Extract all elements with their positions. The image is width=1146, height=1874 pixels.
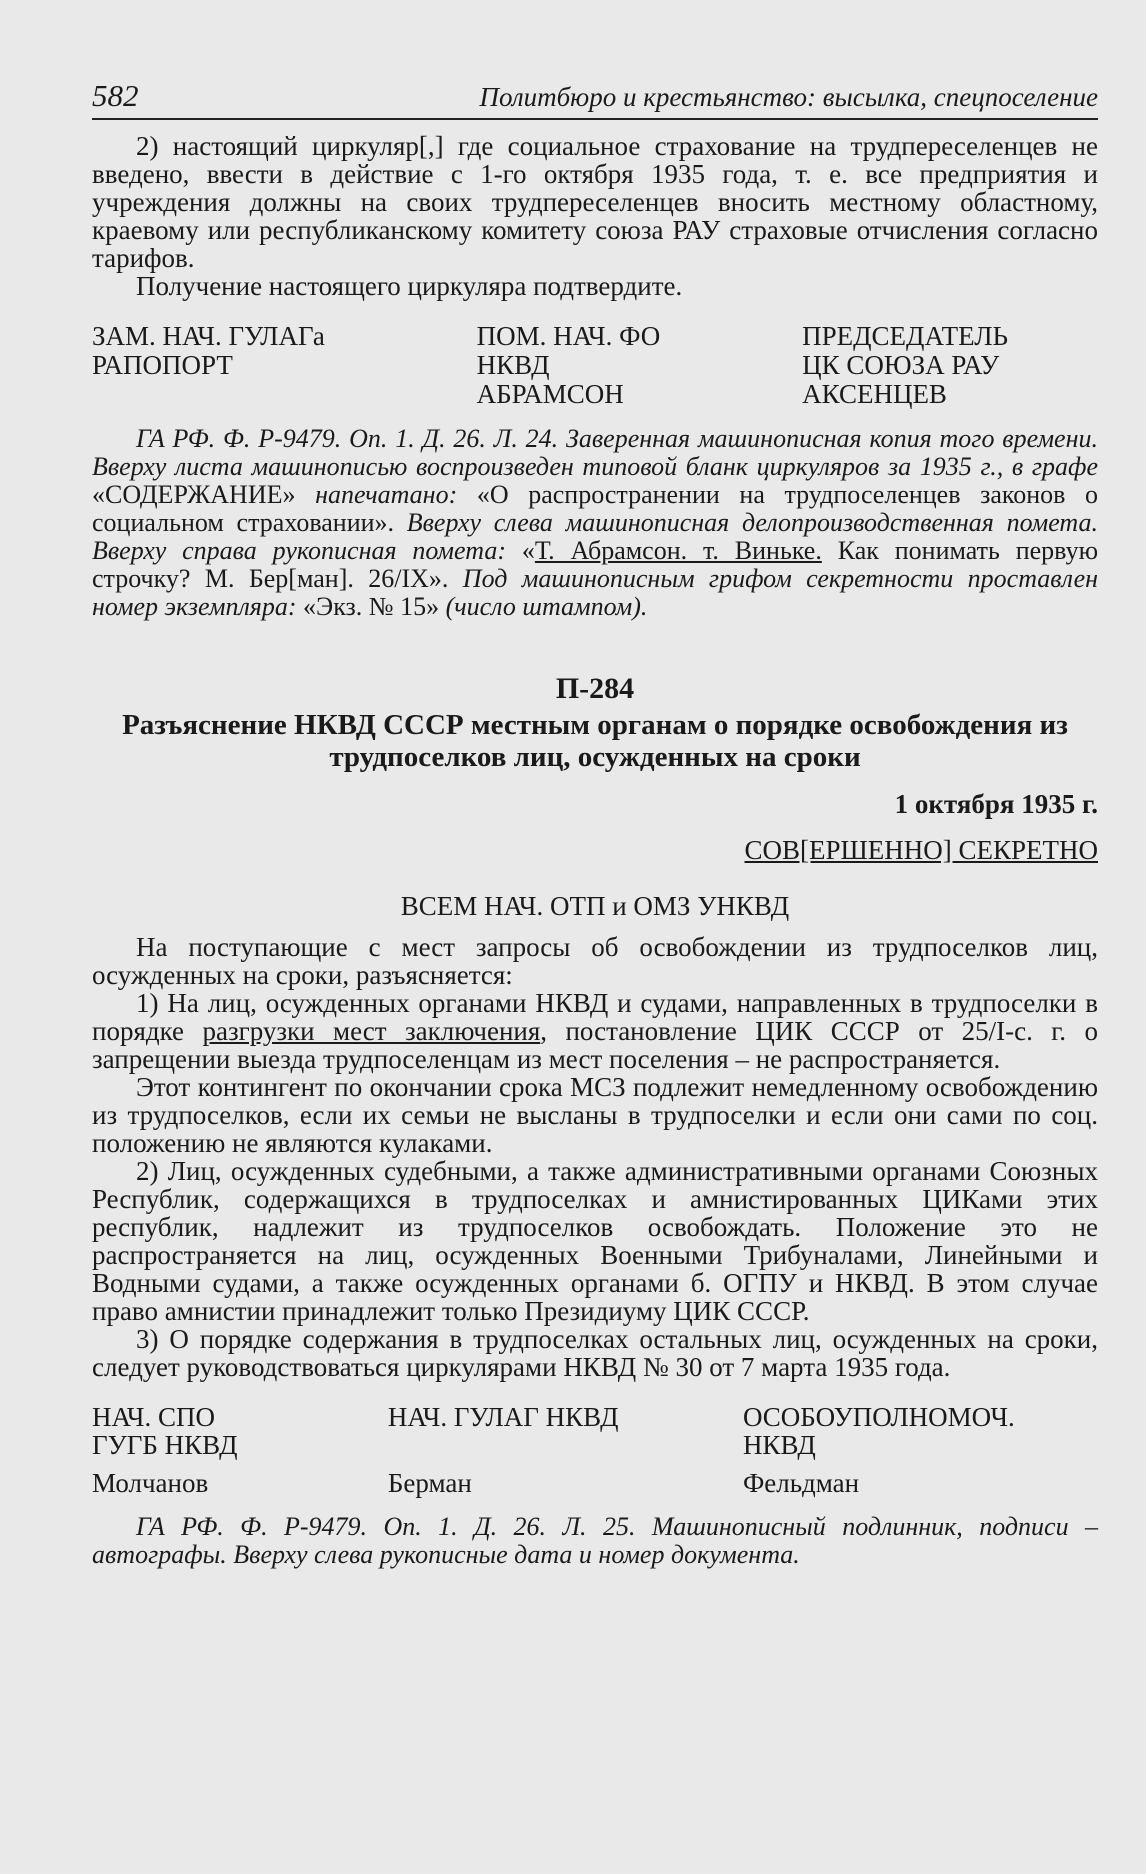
prev-doc-paragraph-1: 2) настоящий циркуляр[,] где социальное страхование на трудпереселенцев не введено, ввести в действие с 1-го октября 1935 года, т. е. все предприятия и учреждения должны на своих трудпереселенцев вносить местному областному, краевому или республиканскому комитету союза РАУ страховые отчисления согласно тарифов. <box>92 131 1098 273</box>
document-signatures <box>92 1403 1098 1497</box>
document-title: Разъяснение НКВД СССР местным органам о порядке освобождения из трудпоселков лиц, осужденных на сроки <box>122 709 1068 773</box>
signature-spo: НАЧ. СПО ГУГБ НКВД Молчанов <box>92 1402 238 1498</box>
signature-fo: ПОМ. НАЧ. ФО НКВД АБРАМСОН <box>476 321 661 409</box>
document-number: П-284 <box>555 672 635 705</box>
prev-doc-archive-note: ГА РФ. Ф. Р-9479. Оп. 1. Д. 26. Л. 24. Заверенная машинописная копия того времени. Вверху листа машинописью воспроизведен типовой бланк циркуляров за 1935 г., в графе «СОДЕРЖАНИЕ» напечатано: «О распространении на трудпоселенцев законов о социальном страховании». Вверху слева машинописная делопроизводственная помета. Вверху справа рукописная помета: «Т. Абрамсон. т. Виньке. Как понимать первую строчку? М. Бер[ман]. 26/IX». Под машинописным грифом секретности проставлен номер экземпляра: «Экз. № 15» (число штампом). <box>92 424 1099 621</box>
addressee: ВСЕМ НАЧ. ОТП и ОМЗ УНКВД <box>400 891 790 921</box>
signature-osoboupolnomoch: ОСОБОУПОЛНОМОЧ. НКВД Фельдман <box>742 1402 1015 1498</box>
body-paragraph-3: Этот контингент по окончании срока МСЗ подлежит немедленному освобождению из трудпоселков, если их семьи не высланы в трудпоселки и если они сами по соц. положению не являются кулаками. <box>92 1072 1098 1158</box>
page-number: 582 <box>92 78 139 113</box>
body-paragraph-1: На поступающие с мест запросы об освобождении из трудпоселков лиц, осужденных на сроки, разъясняется: <box>92 932 1098 990</box>
document-date: 1 октября 1935 г. <box>894 789 1098 819</box>
body-paragraph-5: 3) О порядке содержания в трудпоселках остальных лиц, осужденных на сроки, следует руководствоваться циркулярами НКВД № 30 от 7 марта 1935 года. <box>92 1324 1098 1382</box>
secrecy-mark: СОВ[ЕРШЕННО] СЕКРЕТНО <box>744 835 1098 865</box>
prev-doc-paragraph-2: Получение настоящего циркуляра подтвердите. <box>136 271 683 301</box>
prev-doc-signatures <box>92 322 1098 409</box>
signature-gulag-nkvd: НАЧ. ГУЛАГ НКВД Берман <box>387 1402 619 1498</box>
running-title: Политбюро и крестьянство: высылка, спецпоселение <box>479 82 1098 112</box>
body-paragraph-4: 2) Лиц, осужденных судебными, а также административными органами Союзных Республик, содержащихся в трудпоселках и амнистированных ЦИКами этих республик, надлежит из трудпоселков освобождать. Положение это не распространяется на лиц, осужденных Военными Трибуналами, Линейными и Водными судами, а также осужденных органами б. ОГПУ и НКВД. В этом случае право амнистии принадлежит только Президиуму ЦИК СССР. <box>92 1156 1098 1326</box>
signature-rau: ПРЕДСЕДАТЕЛЬ ЦК СОЮЗА РАУ АКСЕНЦЕВ <box>802 321 1009 409</box>
body-paragraph-2: 1) На лиц, осужденных органами НКВД и судами, направленных в трудпоселки в порядке разгрузки мест заключения, постановление ЦИК СССР от 25/I-с. г. о запрещении выезда трудпоселенцам из мест поселения – не распространяется. <box>92 988 1098 1074</box>
signature-gulag: ЗАМ. НАЧ. ГУЛАГа РАПОПОРТ <box>92 321 325 380</box>
document-archive-note: ГА РФ. Ф. Р-9479. Оп. 1. Д. 26. Л. 25. Машинописный подлинник, подписи – автографы. Вверху слева рукописные дата и номер документа. <box>92 1512 1098 1569</box>
running-header <box>92 78 1098 120</box>
